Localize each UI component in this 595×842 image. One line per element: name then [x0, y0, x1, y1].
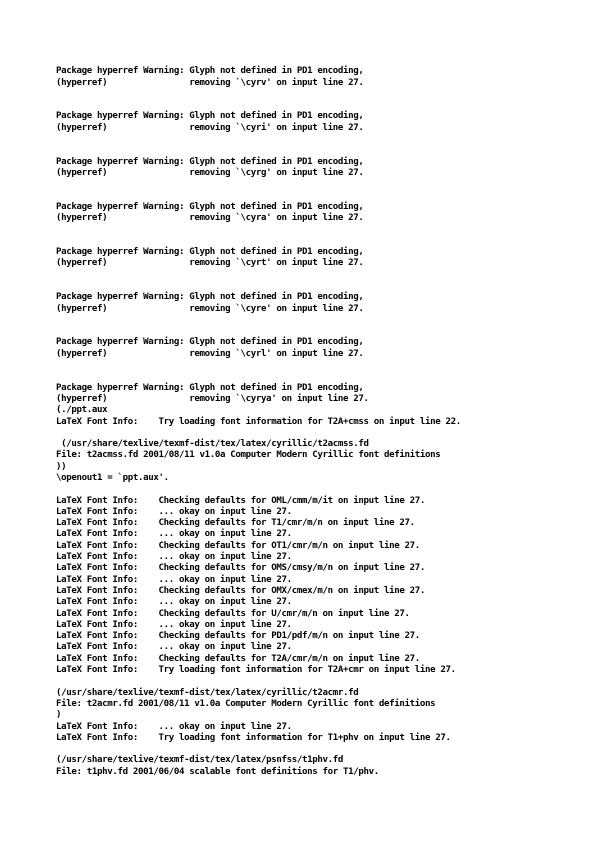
log-line: \openout1 = `ppt.aux'. — [56, 472, 169, 483]
log-line — [56, 484, 576, 495]
log-line: LaTeX Font Info: Checking defaults for T1/cmr/m/n on input line 27. — [56, 518, 415, 529]
log-line: LaTeX Font Info: ... okay on input line 27. — [56, 506, 292, 517]
log-line: LaTeX Font Info: ... okay on input line 27. — [56, 597, 292, 608]
log-line: (./ppt.aux — [56, 405, 108, 416]
log-line: File: t2acmss.fd 2001/08/11 v1.0a Computer Modern Cyrillic font definitions — [56, 450, 441, 461]
log-line: (hyperref) removing `\cyre' on input line 27. — [56, 303, 364, 314]
log-line — [56, 179, 576, 190]
log-line: LaTeX Font Info: ... okay on input line 27. — [56, 642, 292, 653]
log-line: LaTeX Font Info: Checking defaults for U/cmr/m/n on input line 27. — [56, 608, 410, 619]
log-line — [56, 191, 576, 202]
log-line: File: t2acmr.fd 2001/08/11 v1.0a Computer Modern Cyrillic font definitions — [56, 698, 436, 709]
log-line: LaTeX Font Info: Checking defaults for OMX/cmex/m/n on input line 27. — [56, 585, 425, 596]
log-line — [56, 224, 576, 235]
log-line: (/usr/share/texlive/texmf-dist/tex/latex/cyrillic/t2acmss.fd — [56, 439, 369, 450]
log-line: Package hyperref Warning: Glyph not defined in PD1 encoding, — [56, 201, 364, 212]
log-line — [56, 281, 576, 292]
log-line — [56, 360, 576, 371]
log-line — [56, 145, 576, 156]
log-line: (hyperref) removing `\cyri' on input line 27. — [56, 122, 364, 133]
log-line — [56, 326, 576, 337]
log-line: LaTeX Font Info: ... okay on input line 27. — [56, 574, 292, 585]
log-line: LaTeX Font Info: ... okay on input line 27. — [56, 552, 292, 563]
log-line: (hyperref) removing `\cyrv' on input line 27. — [56, 77, 364, 88]
log-line — [56, 134, 576, 145]
log-line — [56, 371, 576, 382]
log-line: LaTeX Font Info: ... okay on input line 27. — [56, 619, 292, 630]
log-line — [56, 676, 576, 687]
log-line: (hyperref) removing `\cyrya' on input line 27. — [56, 393, 369, 404]
log-line: LaTeX Font Info: Checking defaults for PD1/pdf/m/n on input line 27. — [56, 631, 420, 642]
log-line: LaTeX Font Info: Checking defaults for OT1/cmr/m/n on input line 27. — [56, 540, 420, 551]
log-line: (hyperref) removing `\cyrg' on input line 27. — [56, 167, 364, 178]
log-line: Package hyperref Warning: Glyph not defined in PD1 encoding, — [56, 247, 364, 258]
log-line: Package hyperref Warning: Glyph not defined in PD1 encoding, — [56, 292, 364, 303]
log-line: ) — [56, 710, 62, 721]
log-line — [56, 89, 576, 100]
log-line: Package hyperref Warning: Glyph not defined in PD1 encoding, — [56, 156, 364, 167]
log-text-block — [56, 55, 576, 778]
log-line: Package hyperref Warning: Glyph not defined in PD1 encoding, — [56, 66, 364, 77]
log-line — [56, 236, 576, 247]
log-line — [56, 428, 576, 439]
log-line — [56, 55, 576, 66]
log-line — [56, 315, 576, 326]
log-line — [56, 100, 576, 111]
log-line: File: t1phv.fd 2001/06/04 scalable font definitions for T1/phv. — [56, 766, 379, 777]
log-line: LaTeX Font Info: Try loading font information for T2A+cmss on input line 22. — [56, 416, 461, 427]
log-line — [56, 270, 576, 281]
log-line: (/usr/share/texlive/texmf-dist/tex/latex/psnfss/t1phv.fd — [56, 755, 343, 766]
log-line: LaTeX Font Info: ... okay on input line 27. — [56, 721, 292, 732]
log-line: LaTeX Font Info: Checking defaults for T2A/cmr/m/n on input line 27. — [56, 653, 420, 664]
log-line: LaTeX Font Info: Try loading font information for T1+phv on input line 27. — [56, 732, 451, 743]
log-line: LaTeX Font Info: Try loading font information for T2A+cmr on input line 27. — [56, 665, 456, 676]
log-line: )) — [56, 461, 67, 472]
log-line: (/usr/share/texlive/texmf-dist/tex/latex/cyrillic/t2acmr.fd — [56, 687, 359, 698]
log-line: Package hyperref Warning: Glyph not defined in PD1 encoding, — [56, 382, 364, 393]
log-line: (hyperref) removing `\cyra' on input line 27. — [56, 213, 364, 224]
log-line: Package hyperref Warning: Glyph not defined in PD1 encoding, — [56, 337, 364, 348]
log-line: LaTeX Font Info: Checking defaults for OMS/cmsy/m/n on input line 27. — [56, 563, 425, 574]
log-line: Package hyperref Warning: Glyph not defined in PD1 encoding, — [56, 111, 364, 122]
log-line: LaTeX Font Info: Checking defaults for OML/cmm/m/it on input line 27. — [56, 495, 425, 506]
log-line: (hyperref) removing `\cyrl' on input line 27. — [56, 348, 364, 359]
log-line: LaTeX Font Info: ... okay on input line 27. — [56, 529, 292, 540]
log-line — [56, 744, 576, 755]
log-line: (hyperref) removing `\cyrt' on input line 27. — [56, 258, 364, 269]
